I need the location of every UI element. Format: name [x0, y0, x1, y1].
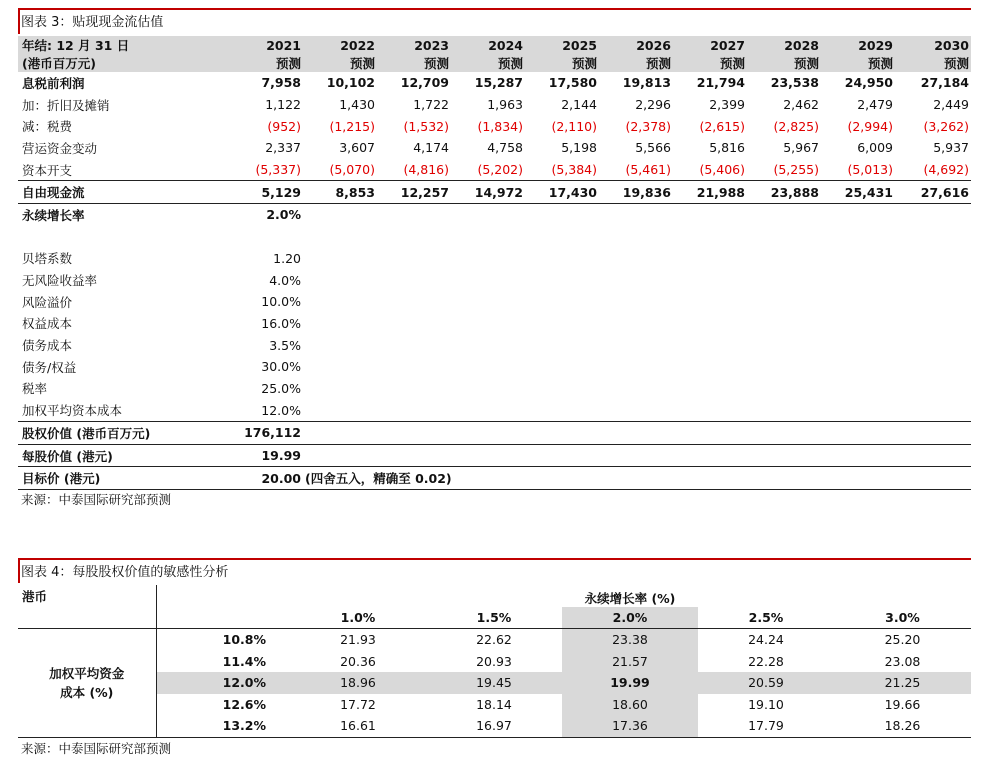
empty-cell	[303, 356, 971, 378]
sensitivity-value-cell: 21.57	[562, 651, 698, 673]
empty-cell	[303, 422, 971, 445]
sensitivity-value-cell: 17.72	[340, 696, 376, 712]
equity-value-value: 176,112	[233, 422, 303, 445]
equity-value-label: 股权价值 (港币百万元)	[18, 422, 233, 445]
wacc-group-label-line2: 成本 (%)	[60, 684, 114, 700]
dcf-cell: 1,722	[413, 97, 449, 113]
wacc-row-header: 13.2%	[156, 715, 290, 737]
sensitivity-value-cell: 20.36	[340, 653, 376, 669]
year-header: 2027	[673, 36, 747, 54]
empty-cell	[303, 204, 971, 226]
empty-cell	[426, 585, 562, 607]
dcf-cell: (2,994)	[847, 118, 893, 134]
growth-rate-group-label: 永续增长率 (%)	[584, 590, 676, 606]
sensitivity-value-cell: 18.14	[476, 696, 512, 712]
growth-rate-col-header: 1.0%	[290, 607, 426, 629]
param-value: 30.0%	[261, 359, 301, 375]
dcf-row-label: 自由现金流	[18, 181, 233, 204]
year-header: 2028	[747, 36, 821, 54]
dcf-cell: 5,816	[709, 140, 745, 156]
sensitivity-value-cell: 21.93	[340, 632, 376, 648]
dcf-cell: 27,184	[920, 75, 969, 91]
per-share-value-label: 每股价值 (港元)	[18, 444, 233, 467]
dcf-cell: 2,296	[635, 97, 671, 113]
wacc-row-header: 12.6%	[156, 694, 290, 716]
dcf-header-row	[18, 36, 971, 54]
empty-cell	[290, 585, 426, 607]
header-label-unit: (港币百万元)	[18, 54, 233, 72]
dcf-cell: 23,538	[770, 75, 819, 91]
forecast-label: 预测	[377, 54, 451, 72]
param-value: 3.5%	[269, 337, 301, 353]
dcf-cell: 1,963	[487, 97, 523, 113]
wacc-param-row	[18, 291, 971, 313]
dcf-cell: 1,430	[339, 97, 375, 113]
year-header: 2021	[233, 36, 303, 54]
dcf-cell: 19,813	[622, 75, 671, 91]
sensitivity-value-cell: 20.93	[476, 653, 512, 669]
sens-col-header-row	[18, 607, 971, 629]
dcf-cell: 5,937	[933, 140, 969, 156]
dcf-row	[18, 115, 971, 137]
sensitivity-value-cell: 22.62	[476, 632, 512, 648]
dcf-cell: 4,174	[413, 140, 449, 156]
perpetual-growth-value: 2.0%	[233, 204, 303, 226]
dcf-cell: 12,709	[400, 75, 449, 91]
dcf-row-label: 营运资金变动	[22, 140, 98, 156]
dcf-cell: 17,580	[548, 75, 597, 91]
dcf-cell: (5,384)	[551, 162, 597, 178]
wacc-group-label	[18, 629, 156, 737]
target-price-label: 目标价 (港元)	[18, 467, 233, 490]
forecast-label: 预测	[747, 54, 821, 72]
sensitivity-value-cell: 25.20	[884, 632, 921, 648]
wacc-group-label-line1: 加权平均资金	[49, 665, 125, 681]
dcf-row	[18, 181, 971, 204]
dcf-cell: 2,462	[783, 97, 819, 113]
dcf-cell: 2,399	[709, 97, 745, 113]
dcf-figure	[18, 8, 971, 510]
dcf-cell: 4,758	[487, 140, 523, 156]
dcf-row-label: 减：税费	[22, 119, 73, 135]
sensitivity-value-cell: 18.60	[562, 694, 698, 716]
per-share-value-value: 19.99	[233, 444, 303, 467]
sensitivity-value-cell: 18.96	[290, 672, 426, 694]
target-rounding-note: (四舍五入，精确至 0.02)	[303, 467, 971, 490]
dcf-row	[18, 137, 971, 159]
spacer-row	[18, 226, 971, 248]
sensitivity-value-cell: 19.10	[748, 696, 784, 712]
param-label: 债务成本	[22, 338, 73, 354]
sens-row	[18, 629, 971, 651]
dcf-cell: (2,615)	[699, 118, 745, 134]
sens-row	[18, 672, 971, 694]
dcf-cell: 27,616	[895, 181, 971, 204]
dcf-cell: 2,337	[265, 140, 301, 156]
empty-cell	[303, 378, 971, 400]
dcf-header-row-2	[18, 54, 971, 72]
year-header: 2025	[525, 36, 599, 54]
dcf-cell: (1,215)	[329, 118, 375, 134]
param-label: 无风险收益率	[22, 273, 98, 289]
sensitivity-value-cell: 19.66	[884, 696, 921, 712]
sensitivity-value-cell: 24.24	[748, 632, 784, 648]
target-price-value: 20.00	[233, 467, 303, 490]
wacc-param-row	[18, 334, 971, 356]
empty-cell	[18, 226, 971, 248]
growth-rate-col-header: 1.5%	[426, 607, 562, 629]
empty-cell	[303, 444, 971, 467]
dcf-cell: 17,430	[525, 181, 599, 204]
empty-cell	[698, 585, 834, 607]
sensitivity-value-cell: 22.28	[748, 653, 784, 669]
dcf-cell: 25,431	[821, 181, 895, 204]
sensitivity-value-cell: 18.26	[884, 718, 921, 734]
dcf-cell: 24,950	[844, 75, 893, 91]
dcf-cell: (2,825)	[773, 118, 819, 134]
sens-row	[18, 651, 971, 673]
dcf-cell: 21,988	[673, 181, 747, 204]
target-price-row	[18, 467, 971, 490]
sensitivity-table	[18, 585, 971, 737]
dcf-cell: 3,607	[339, 140, 375, 156]
perpetual-growth-label: 永续增长率	[18, 204, 233, 226]
dcf-cell: 23,888	[747, 181, 821, 204]
dcf-cell: (4,692)	[923, 162, 969, 178]
sensitivity-value-cell: 23.38	[562, 629, 698, 651]
growth-rate-col-header: 2.0%	[562, 607, 698, 629]
dcf-cell: 2,449	[933, 97, 969, 113]
forecast-label: 预测	[451, 54, 525, 72]
forecast-label: 预测	[821, 54, 895, 72]
wacc-param-row	[18, 248, 971, 270]
wacc-param-row	[18, 269, 971, 291]
dcf-cell: (1,834)	[477, 118, 523, 134]
dcf-cell: (952)	[267, 118, 301, 134]
dcf-cell: (5,255)	[773, 162, 819, 178]
empty-cell	[303, 399, 971, 421]
empty-cell	[303, 248, 971, 270]
year-header: 2029	[821, 36, 895, 54]
sensitivity-value-cell: 21.25	[834, 672, 971, 694]
sensitivity-value-cell: 19.99	[562, 672, 698, 694]
dcf-row-label: 资本开支	[22, 162, 73, 178]
empty-cell	[303, 334, 971, 356]
year-header: 2026	[599, 36, 673, 54]
dcf-row-label: 加：折旧及摊销	[22, 97, 110, 113]
dcf-cell: 21,794	[696, 75, 745, 91]
wacc-row-header: 12.0%	[156, 672, 290, 694]
param-label: 债务/权益	[22, 359, 77, 375]
dcf-cell: 5,198	[561, 140, 597, 156]
dcf-table	[18, 36, 971, 490]
empty-cell	[18, 607, 156, 629]
sensitivity-figure-title: 图表 4：每股股权价值的敏感性分析	[18, 558, 971, 585]
dcf-source: 来源：中泰国际研究部预测	[21, 492, 172, 508]
sensitivity-value-cell: 23.08	[884, 653, 921, 669]
dcf-cell: 5,967	[783, 140, 819, 156]
perpetual-growth-row	[18, 204, 971, 226]
year-header: 2030	[895, 36, 971, 54]
wacc-param-row	[18, 378, 971, 400]
param-value: 10.0%	[261, 294, 301, 310]
dcf-cell: (2,110)	[551, 118, 597, 134]
sensitivity-source: 来源：中泰国际研究部预测	[18, 737, 971, 760]
year-header: 2022	[303, 36, 377, 54]
wacc-row-header: 11.4%	[156, 651, 290, 673]
dcf-cell: (5,070)	[329, 162, 375, 178]
forecast-label: 预测	[233, 54, 303, 72]
year-header: 2024	[451, 36, 525, 54]
sens-row	[18, 694, 971, 716]
forecast-label: 预测	[673, 54, 747, 72]
dcf-cell: (5,406)	[699, 162, 745, 178]
currency-corner-label: 港币	[22, 588, 48, 604]
empty-cell	[156, 607, 290, 629]
param-label: 风险溢价	[22, 294, 73, 310]
empty-cell	[156, 585, 290, 607]
dcf-cell: 5,566	[635, 140, 671, 156]
dcf-row	[18, 94, 971, 116]
dcf-cell: 8,853	[303, 181, 377, 204]
per-share-value-row	[18, 444, 971, 467]
sens-row	[18, 715, 971, 737]
sensitivity-figure	[18, 558, 971, 760]
dcf-cell: 1,122	[265, 97, 301, 113]
dcf-cell: (5,337)	[255, 162, 301, 178]
dcf-cell: 5,129	[233, 181, 303, 204]
sensitivity-value-cell: 17.36	[562, 715, 698, 737]
param-value: 16.0%	[261, 315, 301, 331]
dcf-cell: 19,836	[599, 181, 673, 204]
dcf-cell: 2,144	[561, 97, 597, 113]
param-value: 4.0%	[269, 272, 301, 288]
dcf-cell: (1,532)	[403, 118, 449, 134]
dcf-cell: 15,287	[474, 75, 523, 91]
forecast-label: 预测	[599, 54, 673, 72]
param-label: 贝塔系数	[22, 251, 73, 267]
empty-cell	[303, 291, 971, 313]
growth-rate-col-header: 3.0%	[834, 607, 971, 629]
wacc-param-row	[18, 356, 971, 378]
dcf-cell: 14,972	[451, 181, 525, 204]
sensitivity-value-cell: 19.45	[426, 672, 562, 694]
forecast-label: 预测	[895, 54, 971, 72]
dcf-cell: 10,102	[326, 75, 375, 91]
param-value: 12.0%	[261, 402, 301, 418]
param-value: 1.20	[273, 250, 301, 266]
sensitivity-value-cell: 17.79	[748, 718, 784, 734]
sensitivity-value-cell: 20.59	[698, 672, 834, 694]
param-label: 权益成本	[22, 316, 73, 332]
dcf-cell: 6,009	[857, 140, 893, 156]
dcf-cell: (5,013)	[847, 162, 893, 178]
dcf-cell: 12,257	[377, 181, 451, 204]
dcf-figure-title: 图表 3：贴现现金流估值	[18, 8, 971, 36]
dcf-row	[18, 159, 971, 181]
param-value: 25.0%	[261, 380, 301, 396]
dcf-row	[18, 72, 971, 94]
param-label: 税率	[22, 381, 48, 397]
year-header: 2023	[377, 36, 451, 54]
param-label: 加权平均资本成本	[22, 403, 123, 419]
dcf-cell: (3,262)	[923, 118, 969, 134]
sensitivity-value-cell: 16.97	[476, 718, 512, 734]
growth-rate-col-header: 2.5%	[698, 607, 834, 629]
forecast-label: 预测	[525, 54, 599, 72]
header-label-year-end: 年结: 12 月 31 日	[18, 36, 233, 54]
empty-cell	[834, 585, 971, 607]
dcf-row-label: 息税前利润	[22, 75, 85, 91]
dcf-cell: (5,461)	[625, 162, 671, 178]
wacc-param-row	[18, 313, 971, 335]
dcf-cell: (4,816)	[403, 162, 449, 178]
empty-cell	[303, 313, 971, 335]
sens-header-row	[18, 585, 971, 607]
dcf-cell: (5,202)	[477, 162, 523, 178]
wacc-row-header: 10.8%	[156, 629, 290, 651]
dcf-cell: 7,958	[261, 75, 301, 91]
dcf-cell: (2,378)	[625, 118, 671, 134]
equity-value-row	[18, 422, 971, 445]
forecast-label: 预测	[303, 54, 377, 72]
dcf-cell: 2,479	[857, 97, 893, 113]
sensitivity-value-cell: 16.61	[340, 718, 376, 734]
wacc-param-row	[18, 399, 971, 421]
empty-cell	[303, 269, 971, 291]
